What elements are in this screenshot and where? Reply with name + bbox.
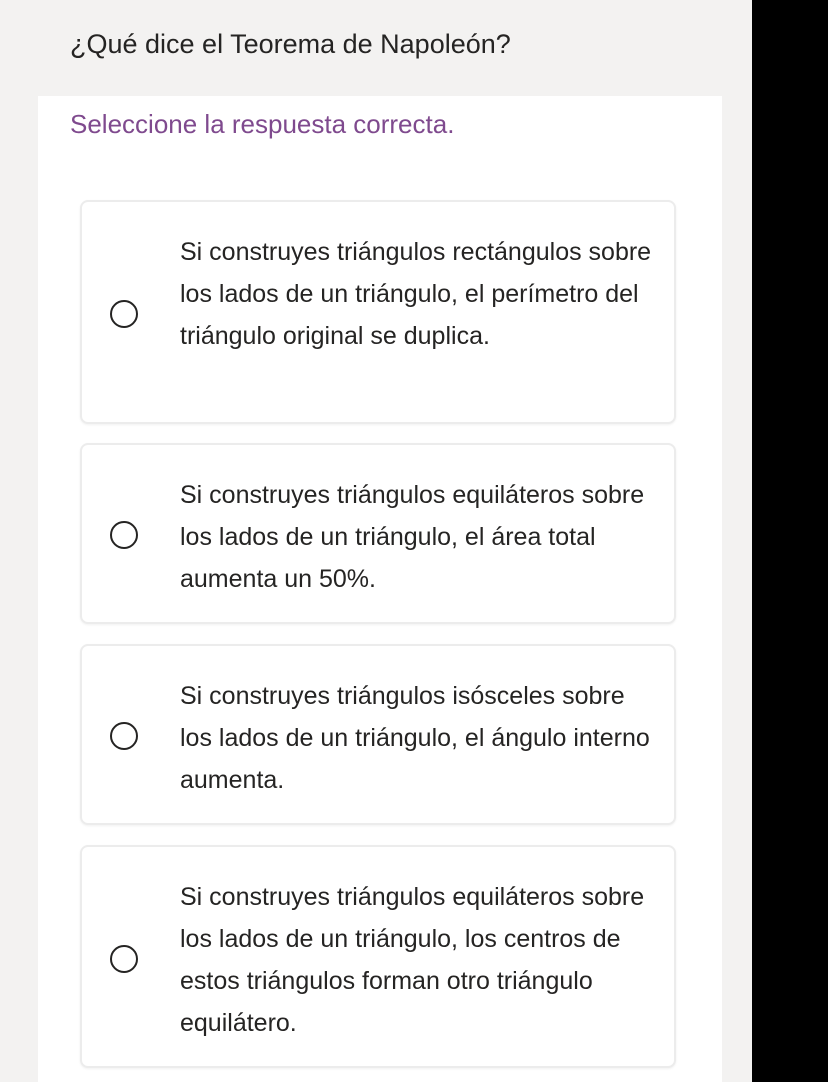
question-title: ¿Qué dice el Teorema de Napoleón? — [70, 29, 511, 59]
right-background — [722, 0, 752, 1082]
answer-option-1[interactable] — [80, 200, 676, 424]
radio-button-icon[interactable] — [110, 722, 138, 750]
radio-button-icon[interactable] — [110, 521, 138, 549]
dark-side-panel — [752, 0, 828, 1082]
option-label: Si construyes triángulos isósceles sobre los lados de un triángulo, el ángulo interno aumenta. — [180, 682, 650, 794]
answer-option-4[interactable] — [80, 845, 676, 1068]
radio-button-icon[interactable] — [110, 945, 138, 973]
instruction-text: Seleccione la respuesta correcta. — [70, 109, 455, 139]
answer-option-2[interactable] — [80, 443, 676, 624]
question-card — [38, 0, 722, 1082]
question-header — [38, 0, 722, 96]
option-label: Si construyes triángulos rectángulos sobre los lados de un triángulo, el perímetro del triángulo original se duplica. — [180, 238, 652, 350]
option-label: Si construyes triángulos equiláteros sobre los lados de un triángulo, los centros de estos triángulos forman otro triángulo equilátero. — [180, 883, 645, 1037]
option-label: Si construyes triángulos equiláteros sobre los lados de un triángulo, el área total aumenta un 50%. — [180, 481, 645, 593]
radio-button-icon[interactable] — [110, 300, 138, 328]
answer-option-3[interactable] — [80, 644, 676, 825]
left-background — [0, 0, 38, 1082]
